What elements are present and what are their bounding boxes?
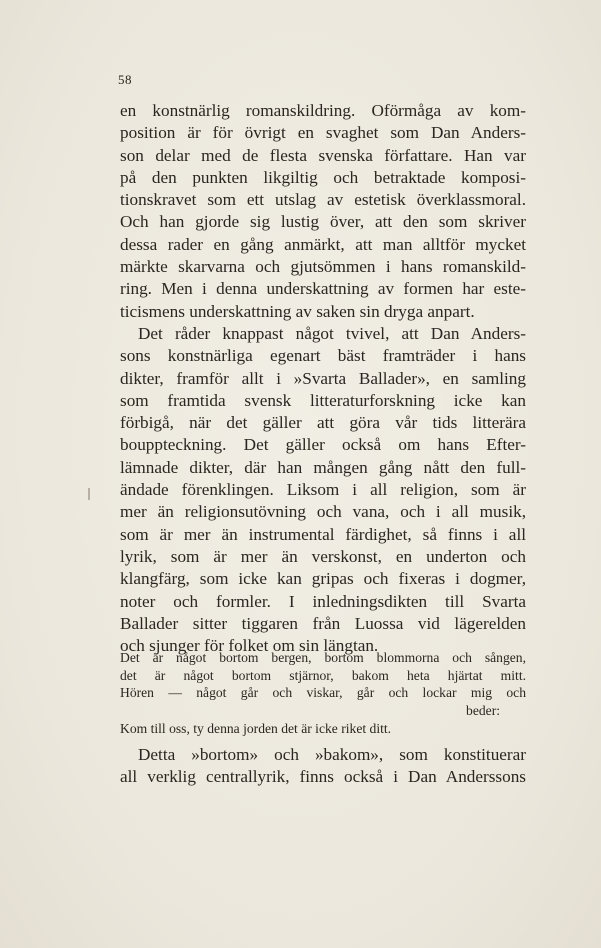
- text-line: klangfärg, som icke kan gripas och fixeras i dogmer,: [120, 569, 526, 589]
- text-line: sons konstnärliga egenart bäst framträder i hans: [120, 346, 526, 366]
- text-line: Ballader sitter tiggaren från Luossa vid lägerelden: [120, 613, 526, 633]
- text-line: lämnade dikter, där han mången gång nått den full-: [120, 457, 526, 477]
- text-line: position är för övrigt en svaghet som Dan Anders-: [120, 123, 526, 143]
- text-line: mer än religionsutövning och vana, och i all musik,: [120, 502, 526, 522]
- text-line: märkte skarvarna och gjutsömmen i hans romanskild-: [120, 257, 526, 277]
- margin-mark: [88, 488, 90, 500]
- text-line: ticismens underskattning av saken sin dryga anpart.: [120, 301, 475, 321]
- text-line: ring. Men i denna underskattning av formen har este-: [120, 279, 526, 299]
- body-paragraphs: [120, 100, 526, 657]
- text-line: Och han gjorde sig lustig över, att den som skriver: [120, 212, 526, 232]
- text-line: tionskravet som ett utslag av estetisk överklassmoral.: [120, 190, 526, 210]
- text-line: som framtida svensk litteraturforskning icke kan: [120, 390, 526, 410]
- text-line: noter och formler. I inledningsdikten till Svarta: [120, 591, 526, 611]
- text-line: förbigå, när det gäller att göra vår tids litterära: [120, 413, 526, 433]
- text-line: och sjunger för folket om sin längtan.: [120, 636, 379, 656]
- text-line: ändade förenklingen. Liksom i all religion, som är: [120, 480, 526, 500]
- text-line: Detta »bortom» och »bakom», som konstituerar: [138, 745, 526, 764]
- text-line: son delar med de flesta svenska författare. Han var: [120, 145, 526, 165]
- verse-line: beder:: [466, 703, 500, 719]
- text-line: dessa rader en gång anmärkt, att man alltför mycket: [120, 234, 526, 254]
- text-line: som är mer än instrumental färdighet, så finns i all: [120, 524, 526, 544]
- text-line: dikter, framför allt i »Svarta Ballader», en samling: [120, 368, 526, 388]
- verse-line: det är något bortom stjärnor, bakom heta hjärtat mitt.: [120, 667, 526, 683]
- text-line: en konstnärlig romanskildring. Oförmåga av kom-: [120, 101, 526, 120]
- verse-quote: [120, 649, 526, 737]
- text-line: på den punkten likgiltig och betraktade komposi-: [120, 167, 526, 187]
- text-line: lyrik, som är mer än verskonst, en underton och: [120, 546, 526, 566]
- verse-line: Kom till oss, ty denna jorden det är icke riket ditt.: [120, 720, 392, 736]
- continuing-paragraph: [120, 744, 526, 789]
- verse-line: Det är något bortom bergen, bortom blommorna och sången,: [120, 650, 526, 665]
- text-line: all verklig centrallyrik, finns också i Dan Anderssons: [120, 767, 526, 787]
- page-number: 58: [118, 72, 132, 87]
- text-line: bouppteckning. Det gäller också om hans Efter-: [120, 435, 526, 455]
- text-line: Det råder knappast något tvivel, att Dan Anders-: [138, 323, 526, 343]
- verse-line: Hören — något går och viskar, går och lockar mig och: [120, 685, 526, 701]
